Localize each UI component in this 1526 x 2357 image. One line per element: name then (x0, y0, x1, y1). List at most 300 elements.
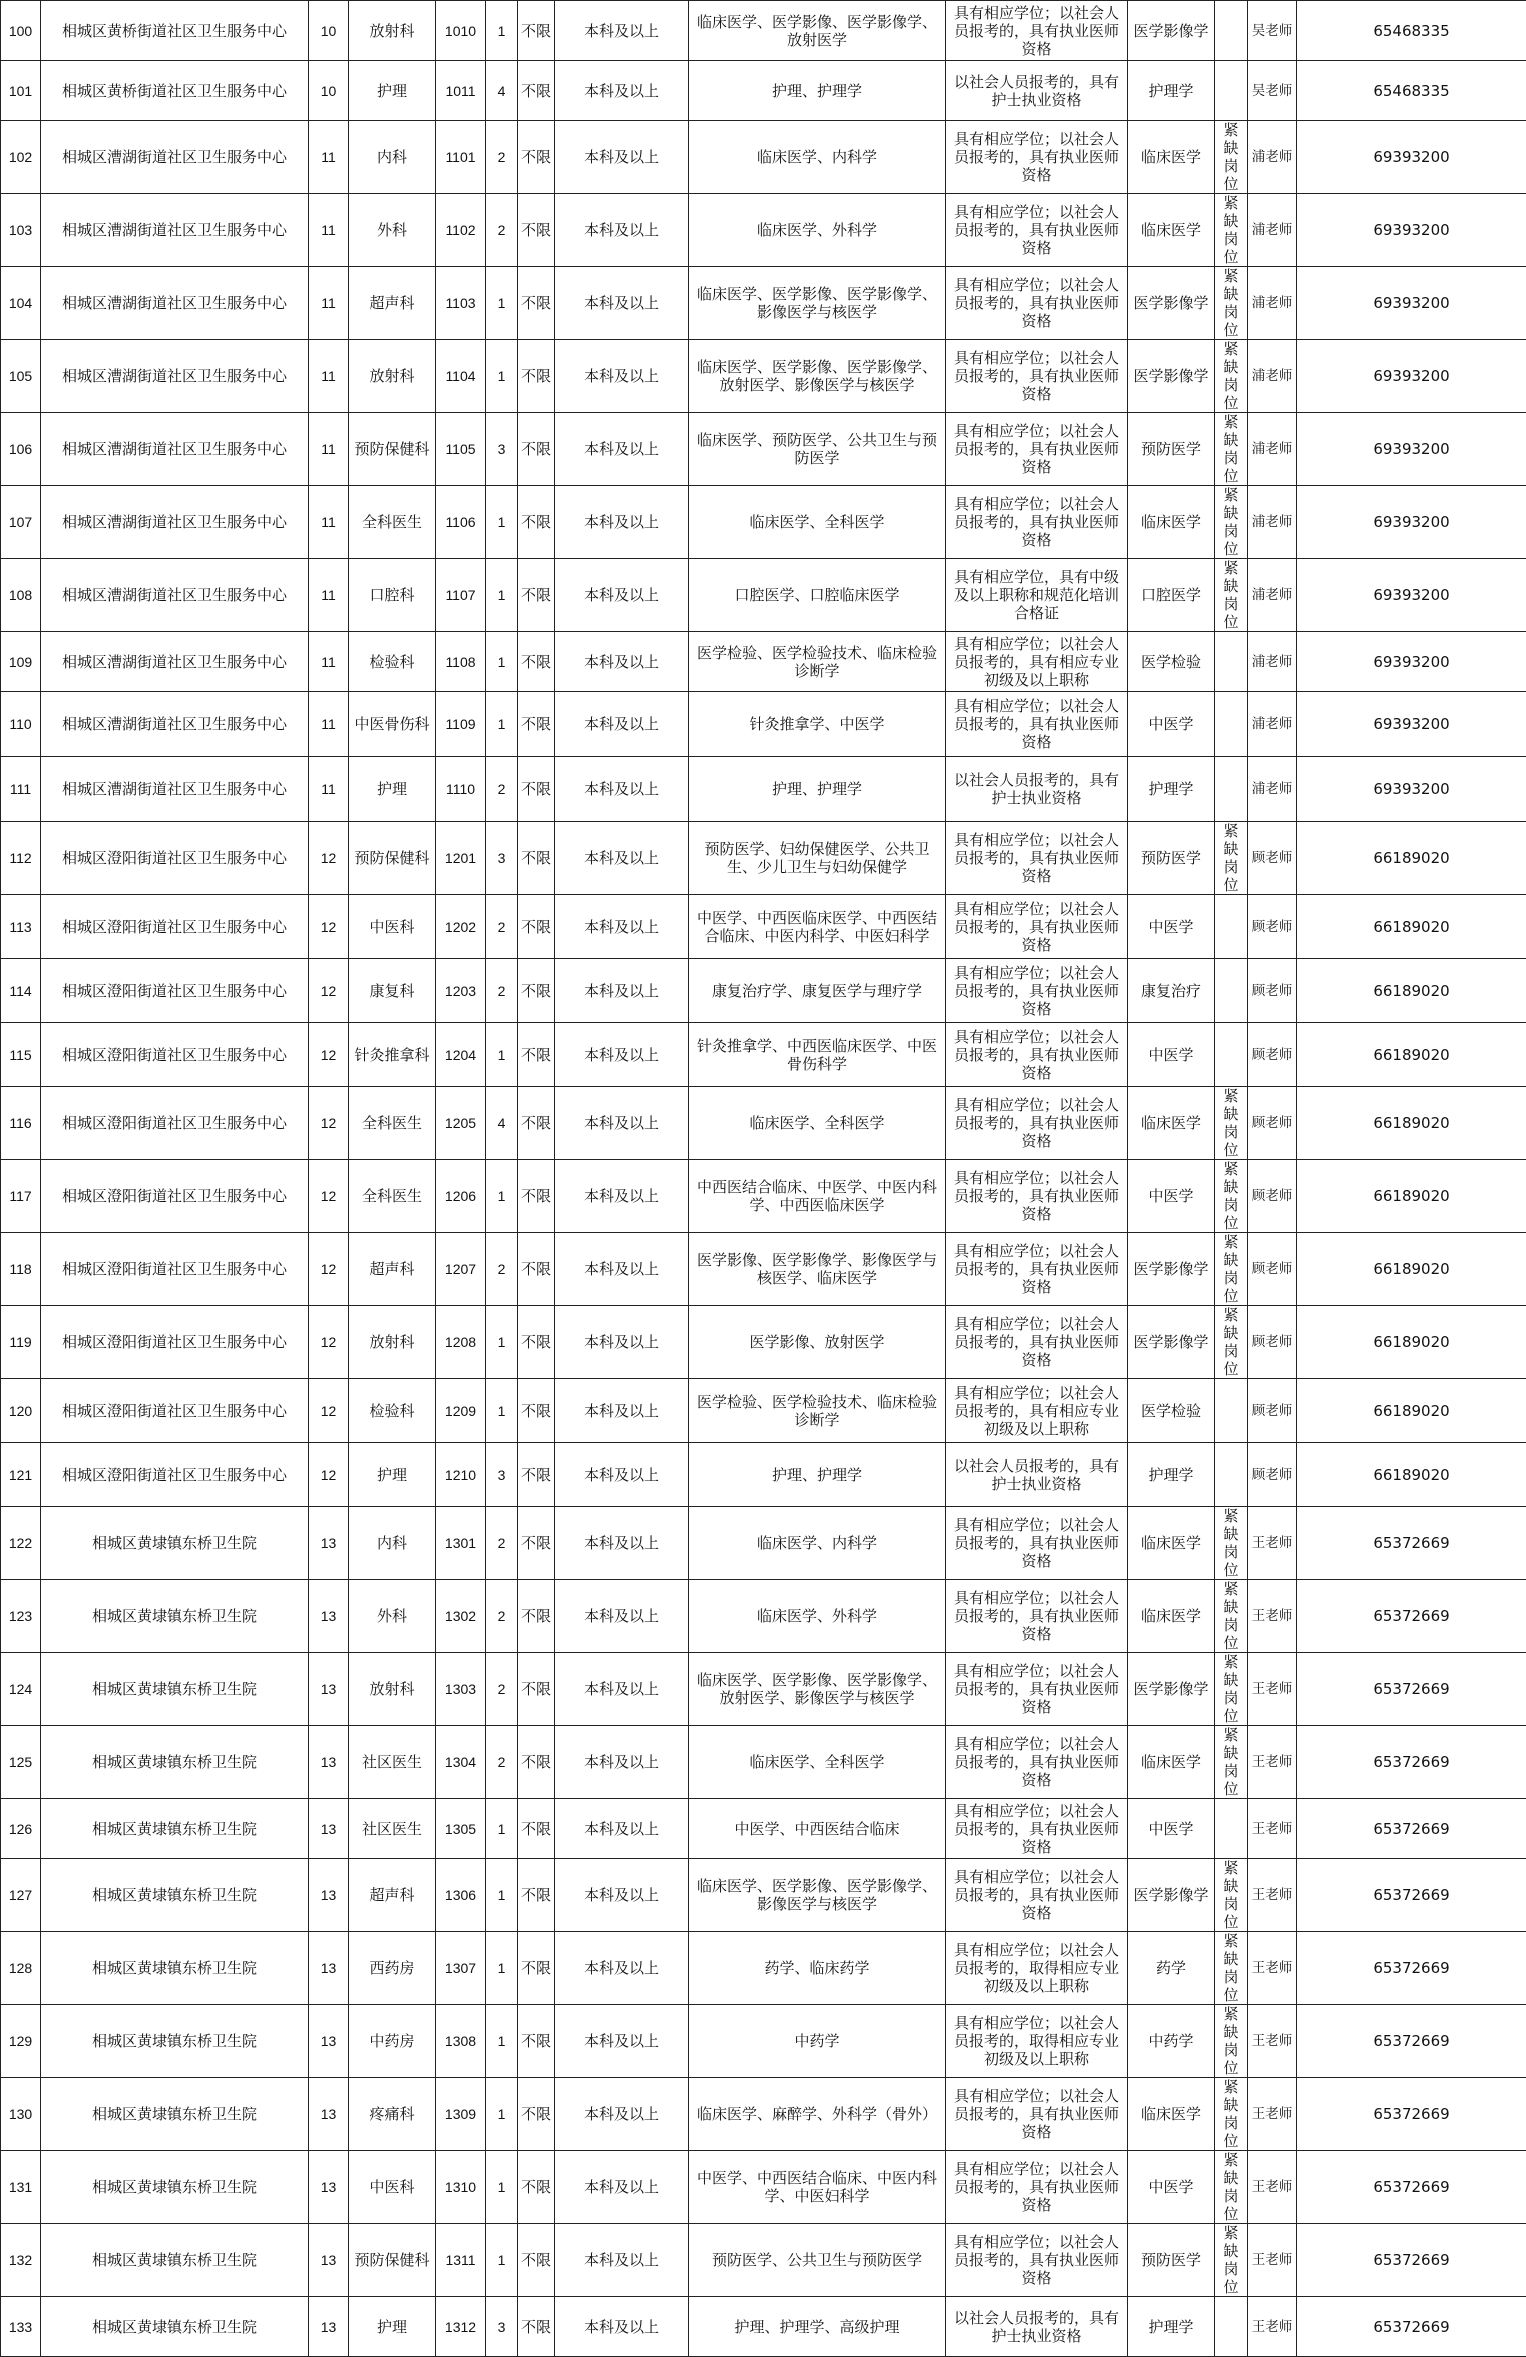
department-cell: 外科 (349, 194, 436, 267)
unit-name-cell: 相城区澄阳街道社区卫生服务中心 (41, 895, 309, 959)
major-cell: 护理、护理学、高级护理 (689, 2297, 946, 2357)
unit-code-cell: 12 (309, 1233, 349, 1306)
department-cell: 西药房 (349, 1932, 436, 2005)
major-cell: 针灸推拿学、中西医临床医学、中医骨伤科学 (689, 1023, 946, 1087)
hiring-count-cell: 2 (486, 121, 518, 194)
remark-cell (1215, 1379, 1248, 1443)
gender-cell: 不限 (518, 267, 555, 340)
hiring-count-cell: 3 (486, 1443, 518, 1507)
table-row (1, 2005, 1526, 2078)
requirements-cell: 具有相应学位；以社会人员报考的，取得相应专业初级及以上职称 (946, 2005, 1128, 2078)
gender-cell: 不限 (518, 61, 555, 121)
hiring-count-cell: 1 (486, 632, 518, 692)
major-cell: 临床医学、医学影像、医学影像学、放射医学、影像医学与核医学 (689, 340, 946, 413)
gender-cell: 不限 (518, 632, 555, 692)
hiring-count-cell: 1 (486, 692, 518, 757)
row-number-cell: 129 (1, 2005, 41, 2078)
unit-name-cell: 相城区澄阳街道社区卫生服务中心 (41, 1233, 309, 1306)
exam-subject-cell: 医学影像学 (1128, 1859, 1215, 1932)
education-cell: 本科及以上 (555, 194, 689, 267)
unit-name-cell: 相城区黄埭镇东桥卫生院 (41, 1726, 309, 1799)
education-cell: 本科及以上 (555, 61, 689, 121)
contact-person-cell: 顾老师 (1248, 1160, 1297, 1233)
hiring-count-cell: 1 (486, 486, 518, 559)
unit-code-cell: 12 (309, 959, 349, 1023)
gender-cell: 不限 (518, 959, 555, 1023)
education-cell: 本科及以上 (555, 1580, 689, 1653)
position-code-cell: 1104 (436, 340, 486, 413)
contact-phone-cell: 69393200 (1297, 340, 1526, 413)
remark-cell (1215, 2297, 1248, 2357)
contact-phone-cell: 66189020 (1297, 1443, 1526, 1507)
hiring-count-cell: 1 (486, 267, 518, 340)
remark-cell (1215, 895, 1248, 959)
education-cell: 本科及以上 (555, 1799, 689, 1859)
requirements-cell: 具有相应学位；以社会人员报考的，具有执业医师资格 (946, 1580, 1128, 1653)
position-code-cell: 1101 (436, 121, 486, 194)
exam-subject-cell: 中医学 (1128, 692, 1215, 757)
exam-subject-cell: 中医学 (1128, 1799, 1215, 1859)
exam-subject-cell: 医学影像学 (1128, 1, 1215, 61)
table-row (1, 895, 1526, 959)
contact-person-cell: 王老师 (1248, 1859, 1297, 1932)
education-cell: 本科及以上 (555, 1379, 689, 1443)
contact-phone-cell: 66189020 (1297, 959, 1526, 1023)
requirements-cell: 具有相应学位；以社会人员报考的，具有执业医师资格 (946, 121, 1128, 194)
remark-cell: 紧缺岗位 (1215, 822, 1248, 895)
requirements-cell: 具有相应学位；以社会人员报考的，具有执业医师资格 (946, 822, 1128, 895)
department-cell: 预防保健科 (349, 413, 436, 486)
unit-name-cell: 相城区漕湖街道社区卫生服务中心 (41, 559, 309, 632)
education-cell: 本科及以上 (555, 267, 689, 340)
gender-cell: 不限 (518, 1580, 555, 1653)
contact-person-cell: 王老师 (1248, 1580, 1297, 1653)
row-number-cell: 104 (1, 267, 41, 340)
requirements-cell: 具有相应学位；以社会人员报考的，具有执业医师资格 (946, 1306, 1128, 1379)
major-cell: 护理、护理学 (689, 1443, 946, 1507)
unit-name-cell: 相城区漕湖街道社区卫生服务中心 (41, 121, 309, 194)
row-number-cell: 100 (1, 1, 41, 61)
contact-phone-cell: 65372669 (1297, 1799, 1526, 1859)
contact-phone-cell: 69393200 (1297, 267, 1526, 340)
education-cell: 本科及以上 (555, 2005, 689, 2078)
unit-code-cell: 12 (309, 1087, 349, 1160)
requirements-cell: 具有相应学位；以社会人员报考的，具有执业医师资格 (946, 486, 1128, 559)
requirements-cell: 具有相应学位；以社会人员报考的，具有执业医师资格 (946, 1507, 1128, 1580)
requirements-cell: 以社会人员报考的，具有护士执业资格 (946, 1443, 1128, 1507)
row-number-cell: 127 (1, 1859, 41, 1932)
gender-cell: 不限 (518, 1443, 555, 1507)
position-code-cell: 1201 (436, 822, 486, 895)
table-row (1, 1306, 1526, 1379)
unit-code-cell: 13 (309, 2151, 349, 2224)
table-row (1, 194, 1526, 267)
unit-code-cell: 11 (309, 757, 349, 822)
education-cell: 本科及以上 (555, 2224, 689, 2297)
education-cell: 本科及以上 (555, 1087, 689, 1160)
unit-code-cell: 11 (309, 486, 349, 559)
department-cell: 放射科 (349, 1306, 436, 1379)
row-number-cell: 112 (1, 822, 41, 895)
contact-person-cell: 顾老师 (1248, 1233, 1297, 1306)
hiring-count-cell: 1 (486, 2078, 518, 2151)
education-cell: 本科及以上 (555, 1859, 689, 1932)
contact-phone-cell: 65372669 (1297, 1507, 1526, 1580)
unit-name-cell: 相城区漕湖街道社区卫生服务中心 (41, 757, 309, 822)
gender-cell: 不限 (518, 194, 555, 267)
exam-subject-cell: 医学影像学 (1128, 1306, 1215, 1379)
row-number-cell: 124 (1, 1653, 41, 1726)
row-number-cell: 106 (1, 413, 41, 486)
major-cell: 临床医学、预防医学、公共卫生与预防医学 (689, 413, 946, 486)
unit-name-cell: 相城区澄阳街道社区卫生服务中心 (41, 1443, 309, 1507)
remark-cell (1215, 757, 1248, 822)
hiring-count-cell: 2 (486, 1507, 518, 1580)
table-row (1, 632, 1526, 692)
education-cell: 本科及以上 (555, 895, 689, 959)
contact-person-cell: 王老师 (1248, 1726, 1297, 1799)
unit-code-cell: 11 (309, 121, 349, 194)
major-cell: 临床医学、麻醉学、外科学（骨外） (689, 2078, 946, 2151)
hiring-count-cell: 3 (486, 2297, 518, 2357)
contact-phone-cell: 65372669 (1297, 1653, 1526, 1726)
row-number-cell: 115 (1, 1023, 41, 1087)
gender-cell: 不限 (518, 1507, 555, 1580)
gender-cell: 不限 (518, 2078, 555, 2151)
exam-subject-cell: 临床医学 (1128, 1726, 1215, 1799)
major-cell: 护理、护理学 (689, 757, 946, 822)
contact-phone-cell: 66189020 (1297, 822, 1526, 895)
contact-person-cell: 王老师 (1248, 1507, 1297, 1580)
position-code-cell: 1312 (436, 2297, 486, 2357)
position-code-cell: 1310 (436, 2151, 486, 2224)
contact-phone-cell: 66189020 (1297, 1160, 1526, 1233)
contact-person-cell: 顾老师 (1248, 822, 1297, 895)
table-row (1, 1507, 1526, 1580)
exam-subject-cell: 护理学 (1128, 1443, 1215, 1507)
unit-code-cell: 13 (309, 1507, 349, 1580)
row-number-cell: 117 (1, 1160, 41, 1233)
position-code-cell: 1011 (436, 61, 486, 121)
gender-cell: 不限 (518, 895, 555, 959)
unit-code-cell: 13 (309, 1799, 349, 1859)
gender-cell: 不限 (518, 2151, 555, 2224)
hiring-count-cell: 1 (486, 340, 518, 413)
contact-person-cell: 顾老师 (1248, 1443, 1297, 1507)
unit-name-cell: 相城区漕湖街道社区卫生服务中心 (41, 632, 309, 692)
contact-phone-cell: 65372669 (1297, 1932, 1526, 2005)
department-cell: 全科医生 (349, 1160, 436, 1233)
education-cell: 本科及以上 (555, 486, 689, 559)
major-cell: 医学影像、放射医学 (689, 1306, 946, 1379)
remark-cell: 紧缺岗位 (1215, 1160, 1248, 1233)
contact-person-cell: 浦老师 (1248, 559, 1297, 632)
position-code-cell: 1302 (436, 1580, 486, 1653)
exam-subject-cell: 临床医学 (1128, 486, 1215, 559)
requirements-cell: 具有相应学位；以社会人员报考的，具有执业医师资格 (946, 1653, 1128, 1726)
row-number-cell: 128 (1, 1932, 41, 2005)
position-code-cell: 1109 (436, 692, 486, 757)
table-row (1, 1, 1526, 61)
row-number-cell: 125 (1, 1726, 41, 1799)
unit-code-cell: 11 (309, 340, 349, 413)
table-row (1, 2151, 1526, 2224)
requirements-cell: 具有相应学位；以社会人员报考的，具有执业医师资格 (946, 413, 1128, 486)
requirements-cell: 具有相应学位；以社会人员报考的，具有执业医师资格 (946, 2078, 1128, 2151)
unit-code-cell: 13 (309, 1653, 349, 1726)
remark-cell (1215, 1, 1248, 61)
table-row (1, 959, 1526, 1023)
requirements-cell: 具有相应学位；以社会人员报考的，具有执业医师资格 (946, 895, 1128, 959)
remark-cell: 紧缺岗位 (1215, 413, 1248, 486)
unit-code-cell: 11 (309, 267, 349, 340)
department-cell: 放射科 (349, 1, 436, 61)
contact-person-cell: 顾老师 (1248, 959, 1297, 1023)
hiring-count-cell: 1 (486, 1859, 518, 1932)
row-number-cell: 108 (1, 559, 41, 632)
department-cell: 检验科 (349, 632, 436, 692)
department-cell: 中医骨伤科 (349, 692, 436, 757)
contact-person-cell: 顾老师 (1248, 1023, 1297, 1087)
contact-phone-cell: 66189020 (1297, 895, 1526, 959)
major-cell: 口腔医学、口腔临床医学 (689, 559, 946, 632)
major-cell: 预防医学、妇幼保健医学、公共卫生、少儿卫生与妇幼保健学 (689, 822, 946, 895)
contact-phone-cell: 69393200 (1297, 121, 1526, 194)
gender-cell: 不限 (518, 340, 555, 413)
position-code-cell: 1203 (436, 959, 486, 1023)
remark-cell: 紧缺岗位 (1215, 2224, 1248, 2297)
hiring-count-cell: 1 (486, 1932, 518, 2005)
requirements-cell: 具有相应学位；以社会人员报考的，具有执业医师资格 (946, 959, 1128, 1023)
unit-code-cell: 13 (309, 1932, 349, 2005)
hiring-count-cell: 2 (486, 1726, 518, 1799)
contact-phone-cell: 65372669 (1297, 2151, 1526, 2224)
requirements-cell: 具有相应学位；以社会人员报考的，具有执业医师资格 (946, 194, 1128, 267)
exam-subject-cell: 医学检验 (1128, 632, 1215, 692)
contact-phone-cell: 65468335 (1297, 61, 1526, 121)
major-cell: 临床医学、内科学 (689, 121, 946, 194)
contact-phone-cell: 65372669 (1297, 2297, 1526, 2357)
hiring-count-cell: 1 (486, 2224, 518, 2297)
major-cell: 医学检验、医学检验技术、临床检验诊断学 (689, 632, 946, 692)
department-cell: 针灸推拿科 (349, 1023, 436, 1087)
requirements-cell: 具有相应学位；以社会人员报考的，具有执业医师资格 (946, 1, 1128, 61)
exam-subject-cell: 中医学 (1128, 2151, 1215, 2224)
row-number-cell: 107 (1, 486, 41, 559)
unit-code-cell: 11 (309, 559, 349, 632)
education-cell: 本科及以上 (555, 822, 689, 895)
contact-phone-cell: 65372669 (1297, 2224, 1526, 2297)
position-code-cell: 1205 (436, 1087, 486, 1160)
remark-cell: 紧缺岗位 (1215, 486, 1248, 559)
gender-cell: 不限 (518, 1379, 555, 1443)
table-row (1, 1087, 1526, 1160)
contact-person-cell: 浦老师 (1248, 692, 1297, 757)
remark-cell: 紧缺岗位 (1215, 267, 1248, 340)
row-number-cell: 121 (1, 1443, 41, 1507)
row-number-cell: 105 (1, 340, 41, 413)
gender-cell: 不限 (518, 2224, 555, 2297)
table-row (1, 340, 1526, 413)
unit-name-cell: 相城区漕湖街道社区卫生服务中心 (41, 340, 309, 413)
education-cell: 本科及以上 (555, 2297, 689, 2357)
major-cell: 中医学、中西医结合临床、中医内科学、中医妇科学 (689, 2151, 946, 2224)
unit-name-cell: 相城区澄阳街道社区卫生服务中心 (41, 1087, 309, 1160)
education-cell: 本科及以上 (555, 1306, 689, 1379)
position-code-cell: 1301 (436, 1507, 486, 1580)
gender-cell: 不限 (518, 2005, 555, 2078)
gender-cell: 不限 (518, 2297, 555, 2357)
contact-person-cell: 浦老师 (1248, 413, 1297, 486)
hiring-count-cell: 2 (486, 959, 518, 1023)
contact-person-cell: 浦老师 (1248, 194, 1297, 267)
unit-code-cell: 11 (309, 194, 349, 267)
unit-name-cell: 相城区漕湖街道社区卫生服务中心 (41, 692, 309, 757)
unit-code-cell: 11 (309, 632, 349, 692)
unit-code-cell: 13 (309, 2224, 349, 2297)
contact-person-cell: 浦老师 (1248, 340, 1297, 413)
row-number-cell: 103 (1, 194, 41, 267)
position-code-cell: 1108 (436, 632, 486, 692)
gender-cell: 不限 (518, 121, 555, 194)
table-row (1, 413, 1526, 486)
contact-phone-cell: 65372669 (1297, 1726, 1526, 1799)
requirements-cell: 具有相应学位；以社会人员报考的，具有执业医师资格 (946, 340, 1128, 413)
hiring-count-cell: 1 (486, 1306, 518, 1379)
requirements-cell: 具有相应学位；以社会人员报考的，具有执业医师资格 (946, 1087, 1128, 1160)
remark-cell: 紧缺岗位 (1215, 559, 1248, 632)
position-code-cell: 1307 (436, 1932, 486, 2005)
row-number-cell: 120 (1, 1379, 41, 1443)
requirements-cell: 具有相应学位，具有中级及以上职称和规范化培训合格证 (946, 559, 1128, 632)
department-cell: 中药房 (349, 2005, 436, 2078)
remark-cell: 紧缺岗位 (1215, 1726, 1248, 1799)
education-cell: 本科及以上 (555, 340, 689, 413)
unit-name-cell: 相城区黄埭镇东桥卫生院 (41, 2078, 309, 2151)
exam-subject-cell: 临床医学 (1128, 1580, 1215, 1653)
position-code-cell: 1103 (436, 267, 486, 340)
department-cell: 护理 (349, 757, 436, 822)
contact-phone-cell: 69393200 (1297, 692, 1526, 757)
department-cell: 全科医生 (349, 1087, 436, 1160)
unit-name-cell: 相城区黄埭镇东桥卫生院 (41, 1799, 309, 1859)
position-code-cell: 1304 (436, 1726, 486, 1799)
table-row (1, 1859, 1526, 1932)
gender-cell: 不限 (518, 1087, 555, 1160)
contact-person-cell: 王老师 (1248, 2005, 1297, 2078)
remark-cell: 紧缺岗位 (1215, 1859, 1248, 1932)
department-cell: 内科 (349, 1507, 436, 1580)
hiring-count-cell: 2 (486, 895, 518, 959)
contact-phone-cell: 65372669 (1297, 2078, 1526, 2151)
table-row (1, 1932, 1526, 2005)
department-cell: 护理 (349, 2297, 436, 2357)
major-cell: 中药学 (689, 2005, 946, 2078)
unit-name-cell: 相城区黄埭镇东桥卫生院 (41, 2297, 309, 2357)
row-number-cell: 122 (1, 1507, 41, 1580)
unit-code-cell: 13 (309, 2078, 349, 2151)
unit-code-cell: 13 (309, 1859, 349, 1932)
unit-name-cell: 相城区澄阳街道社区卫生服务中心 (41, 1023, 309, 1087)
exam-subject-cell: 临床医学 (1128, 121, 1215, 194)
contact-phone-cell: 69393200 (1297, 413, 1526, 486)
contact-person-cell: 浦老师 (1248, 267, 1297, 340)
department-cell: 超声科 (349, 1233, 436, 1306)
requirements-cell: 具有相应学位；以社会人员报考的，取得相应专业初级及以上职称 (946, 1932, 1128, 2005)
major-cell: 预防医学、公共卫生与预防医学 (689, 2224, 946, 2297)
gender-cell: 不限 (518, 1306, 555, 1379)
row-number-cell: 111 (1, 757, 41, 822)
hiring-count-cell: 3 (486, 822, 518, 895)
unit-code-cell: 13 (309, 2005, 349, 2078)
unit-name-cell: 相城区漕湖街道社区卫生服务中心 (41, 413, 309, 486)
major-cell: 临床医学、外科学 (689, 194, 946, 267)
hiring-count-cell: 1 (486, 1379, 518, 1443)
education-cell: 本科及以上 (555, 1653, 689, 1726)
major-cell: 临床医学、医学影像、医学影像学、影像医学与核医学 (689, 1859, 946, 1932)
exam-subject-cell: 临床医学 (1128, 2078, 1215, 2151)
department-cell: 康复科 (349, 959, 436, 1023)
contact-phone-cell: 66189020 (1297, 1306, 1526, 1379)
unit-name-cell: 相城区黄埭镇东桥卫生院 (41, 1580, 309, 1653)
remark-cell: 紧缺岗位 (1215, 340, 1248, 413)
position-code-cell: 1305 (436, 1799, 486, 1859)
department-cell: 疼痛科 (349, 2078, 436, 2151)
contact-person-cell: 王老师 (1248, 1799, 1297, 1859)
unit-name-cell: 相城区漕湖街道社区卫生服务中心 (41, 194, 309, 267)
major-cell: 临床医学、全科医学 (689, 1726, 946, 1799)
exam-subject-cell: 临床医学 (1128, 1087, 1215, 1160)
position-code-cell: 1206 (436, 1160, 486, 1233)
exam-subject-cell: 护理学 (1128, 2297, 1215, 2357)
department-cell: 社区医生 (349, 1726, 436, 1799)
requirements-cell: 具有相应学位；以社会人员报考的，具有相应专业初级及以上职称 (946, 1379, 1128, 1443)
remark-cell (1215, 1799, 1248, 1859)
exam-subject-cell: 医学影像学 (1128, 267, 1215, 340)
gender-cell: 不限 (518, 1233, 555, 1306)
remark-cell (1215, 61, 1248, 121)
unit-name-cell: 相城区黄埭镇东桥卫生院 (41, 1932, 309, 2005)
unit-code-cell: 11 (309, 413, 349, 486)
gender-cell: 不限 (518, 559, 555, 632)
department-cell: 预防保健科 (349, 822, 436, 895)
education-cell: 本科及以上 (555, 632, 689, 692)
major-cell: 临床医学、全科医学 (689, 486, 946, 559)
department-cell: 超声科 (349, 267, 436, 340)
gender-cell: 不限 (518, 1023, 555, 1087)
contact-phone-cell: 69393200 (1297, 559, 1526, 632)
row-number-cell: 132 (1, 2224, 41, 2297)
row-number-cell: 123 (1, 1580, 41, 1653)
gender-cell: 不限 (518, 1653, 555, 1726)
major-cell: 中医学、中西医结合临床 (689, 1799, 946, 1859)
department-cell: 超声科 (349, 1859, 436, 1932)
requirements-cell: 具有相应学位；以社会人员报考的，具有执业医师资格 (946, 1023, 1128, 1087)
hiring-count-cell: 2 (486, 1653, 518, 1726)
gender-cell: 不限 (518, 692, 555, 757)
row-number-cell: 118 (1, 1233, 41, 1306)
contact-person-cell: 王老师 (1248, 1653, 1297, 1726)
table-row (1, 1580, 1526, 1653)
table-row (1, 1726, 1526, 1799)
exam-subject-cell: 护理学 (1128, 757, 1215, 822)
unit-name-cell: 相城区澄阳街道社区卫生服务中心 (41, 1160, 309, 1233)
row-number-cell: 101 (1, 61, 41, 121)
unit-code-cell: 11 (309, 692, 349, 757)
contact-person-cell: 浦老师 (1248, 121, 1297, 194)
contact-person-cell: 顾老师 (1248, 1379, 1297, 1443)
position-code-cell: 1204 (436, 1023, 486, 1087)
